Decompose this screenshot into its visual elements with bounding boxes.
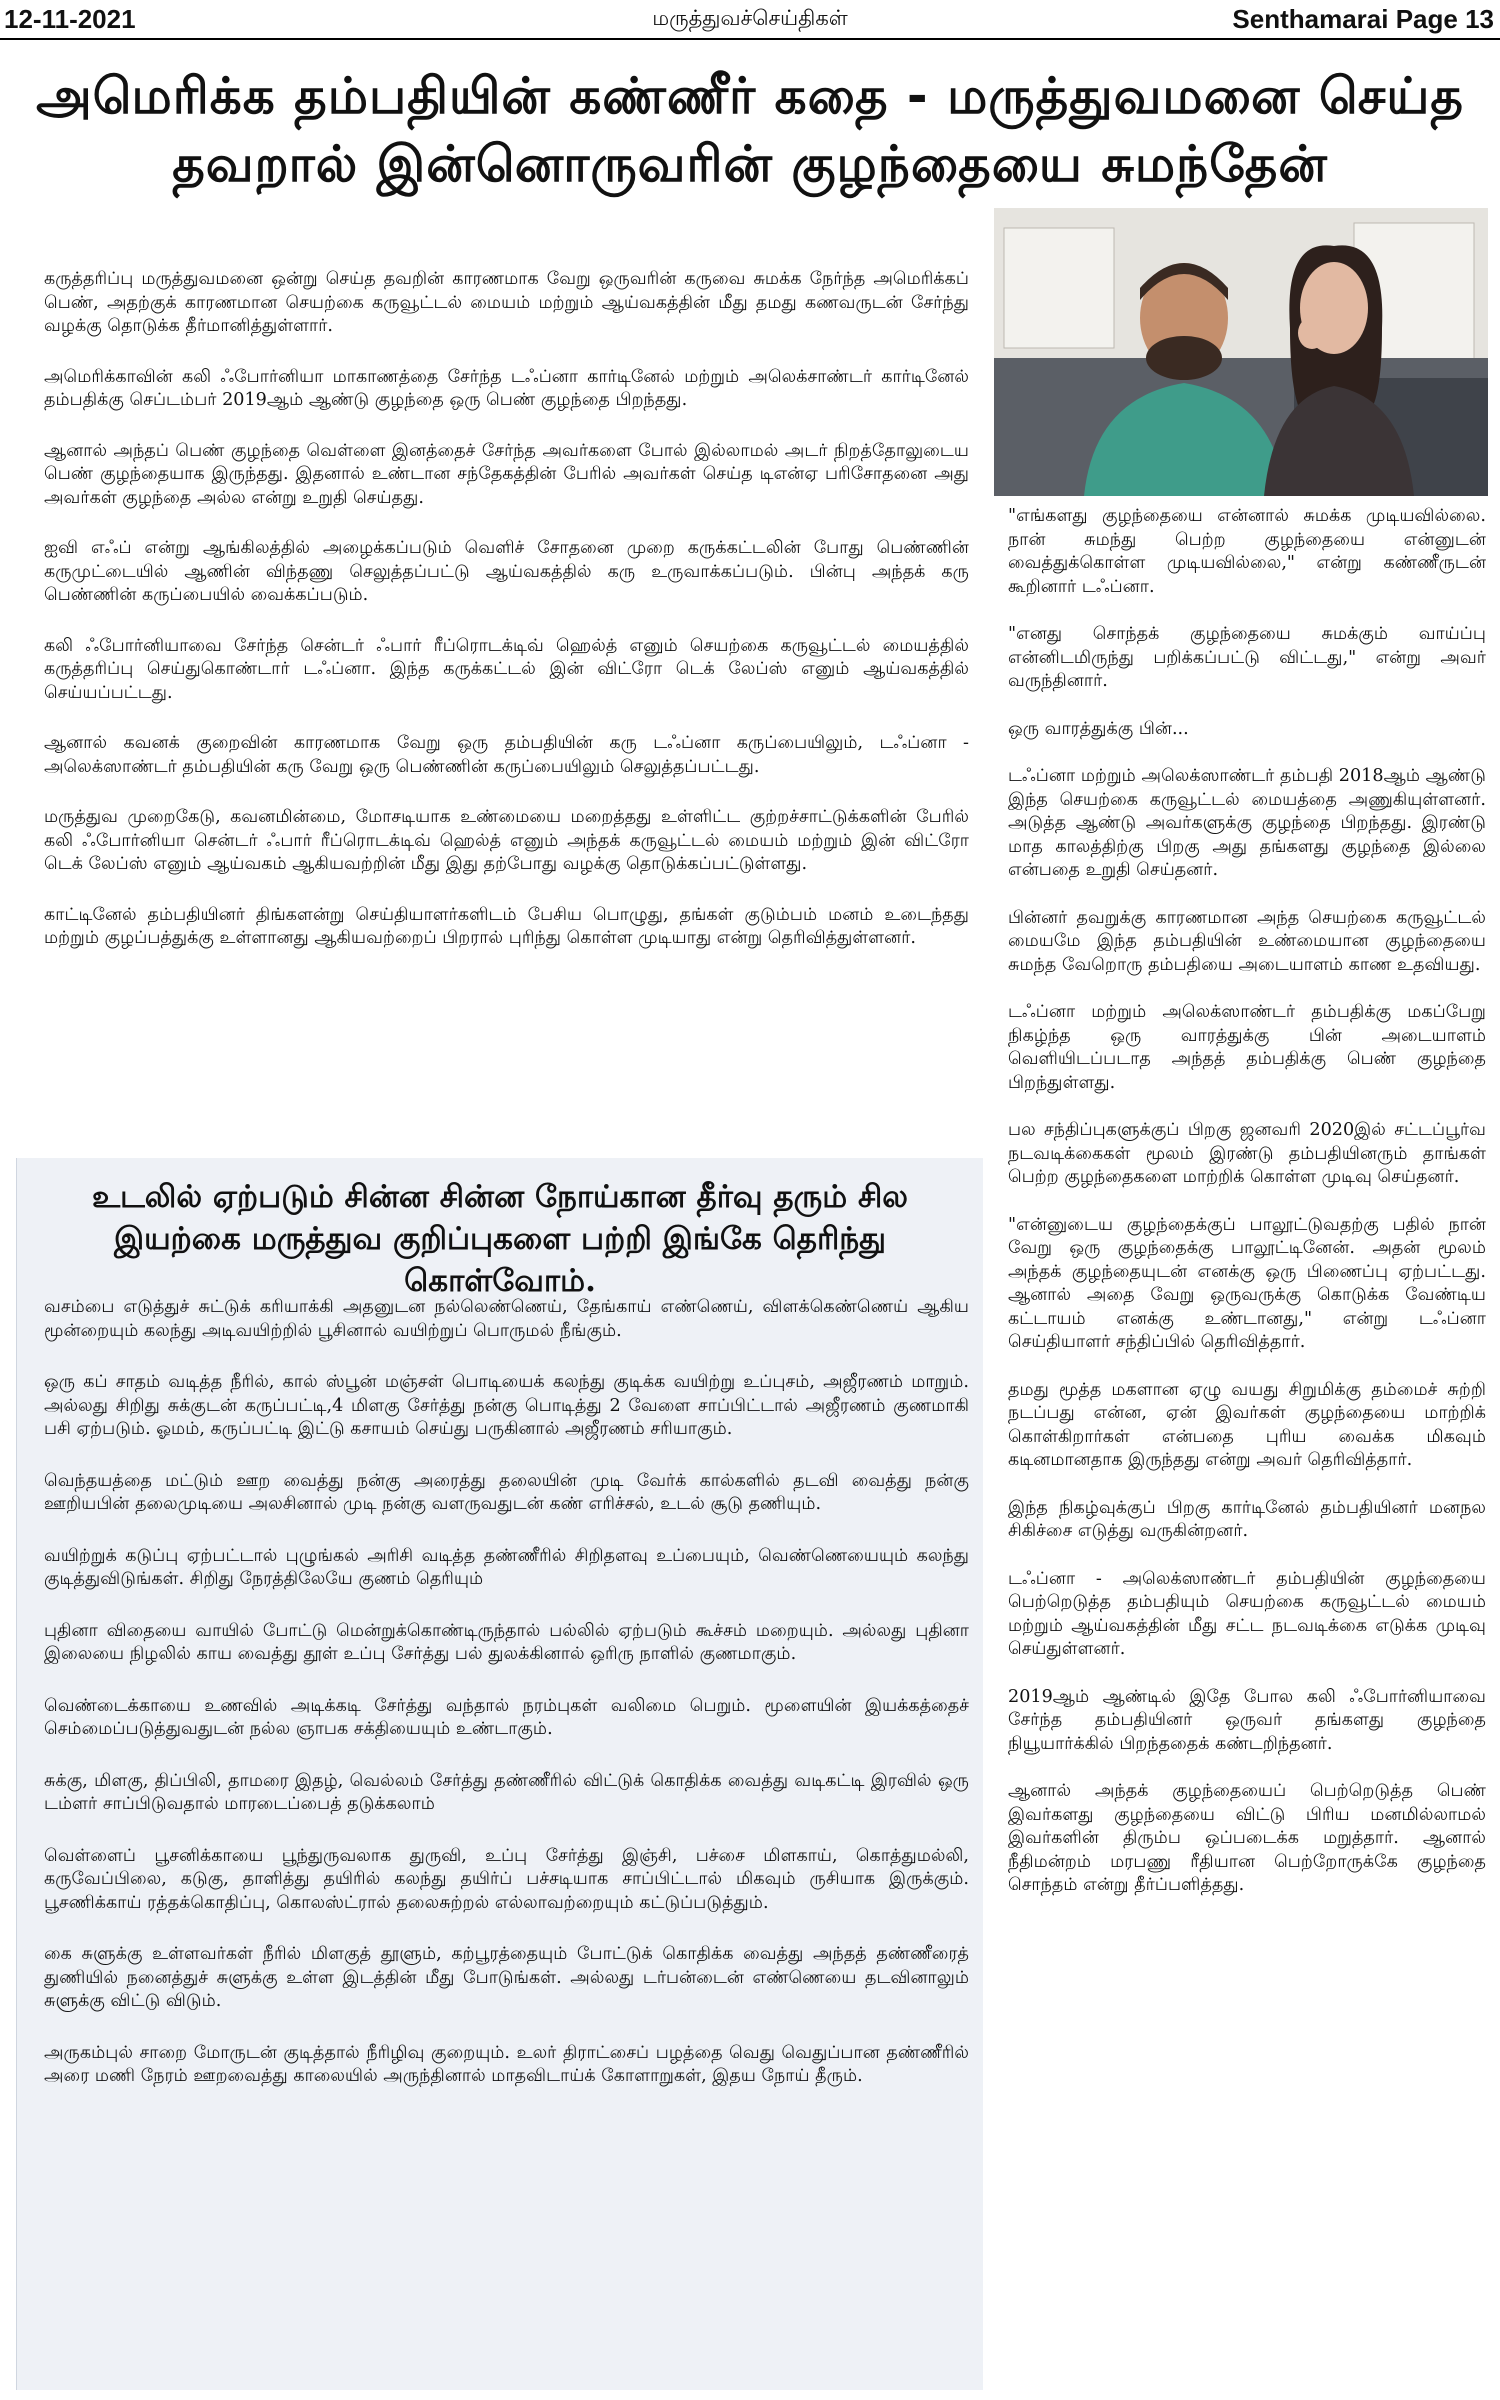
article-paragraph: கருத்தரிப்பு மருத்துவமனை ஒன்று செய்த தவறின் காரணமாக வேறு ஒருவரின் கருவை சுமக்க நேர்ந்த அமெரிக்கப் பெண், அதற்குக் காரணமான செயற்கை கருவூட்டல் மையம் மற்றும் ஆய்வகத்தின் மீது தமது கணவருடன் சேர்ந்து வழக்கு தொடுக்க தீர்மானித்துள்ளார். bbox=[44, 269, 969, 336]
remedies-body bbox=[44, 1296, 969, 2117]
article-paragraph: கலி ஃபோர்னியாவை சேர்ந்த சென்டர் ஃபார் ரீப்ரொடக்டிவ் ஹெல்த் எனும் செயற்கை கருவூட்டல் மையத்தில் கருத்தரிப்பு செய்துகொண்டார் டஃப்னா. இந்த கருக்கட்டல் இன் விட்ரோ டெக் லேப்ஸ் எனும் ஆய்வகத்தில் செய்யப்பட்டது. bbox=[44, 635, 969, 703]
article-paragraph: ஆனால் அந்தப் பெண் குழந்தை வெள்ளை இனத்தைச் சேர்ந்த அவர்களை போல் இல்லாமல் அடர் நிறத்தோலுடைய பெண் குழந்தையாக இருந்தது. இதனால் உண்டான சந்தேகத்தின் பேரில் அவர்கள் செய்த டிஎன்ஏ பரிசோதனை அது அவர்கள் குழந்தை அல்ல என்று உறுதி செய்தது. bbox=[44, 440, 969, 508]
article-paragraph: தமது மூத்த மகளான ஏழு வயது சிறுமிக்கு தம்மைச் சுற்றி நடப்பது என்ன, ஏன் இவர்கள் குழந்தையை மாற்றிக் கொள்கிறார்கள் என்பதை புரிய வைக்க மிகவும் கடினமானதாக இருந்தது என்று அவர் தெரிவித்தார். bbox=[1008, 1379, 1486, 1470]
headline-line-2: தவறால் இன்னொருவரின் குழந்தையை சுமந்தேன் bbox=[172, 135, 1328, 193]
remedies-title-line-2: இயற்கை மருத்துவ குறிப்புகளை பற்றி இங்கே தெரிந்து கொள்வோம். bbox=[113, 1221, 887, 1299]
article-paragraph: "எங்களது குழந்தையை என்னால் சுமக்க முடியவில்லை. நான் சுமந்து பெற்ற குழந்தையை என்னுடன் வைத்துக்கொள்ள முடியவில்லை," என்று கண்ணீருடன் கூறினார் டஃப்னா. bbox=[1008, 506, 1486, 597]
article-paragraph: டஃப்னா - அலெக்ஸாண்டர் தம்பதியின் குழந்தையை பெற்றெடுத்த தம்பதியும் செயற்கை கருவூட்டல் மையம் மற்றும் ஆய்வகத்தின் மீது சட்ட நடவடிக்கை எடுக்க முடிவு செய்துள்ளனர். bbox=[1008, 1568, 1486, 1659]
remedy-paragraph: அருகம்புல் சாறை மோருடன் குடித்தால் நீரிழிவு குறையும். உலர் திராட்சைப் பழத்தை வெது வெதுப்பான தண்ணீரில் அரை மணி நேரம் ஊறவைத்து காலையில் அருந்தினால் மாதவிடாய்க் கோளாறுகள், இதய நோய் தீரும். bbox=[44, 2042, 969, 2086]
article-paragraph: மருத்துவ முறைகேடு, கவனமின்மை, மோசடியாக உண்மையை மறைத்தது உள்ளிட்ட குற்றச்சாட்டுக்களின் பேரில் கலி ஃபோர்னியா சென்டர் ஃபார் ரீப்ரொடக்டிவ் ஹெல்த் எனும் அந்தக் கருவூட்டல் மையம் மற்றும் இன் விட்ரோ டெக் லேப்ஸ் எனும் ஆய்வகம் ஆகியவற்றின் மீது இது தற்போது வழக்கு தொடுக்கப்பட்டுள்ளது. bbox=[44, 807, 969, 874]
article-paragraph: காட்டினேல் தம்பதியினர் திங்களன்று செய்தியாளர்களிடம் பேசிய பொழுது, தங்கள் குடும்பம் மனம் உடைந்தது மற்றும் குழப்பத்துக்கு உள்ளானது ஆகியவற்றைப் பிறரால் புரிந்து கொள்ள முடியாது என்று தெரிவித்துள்ளனர். bbox=[44, 904, 969, 948]
article-paragraph: ஐவி எஃப் என்று ஆங்கிலத்தில் அழைக்கப்படும் வெளிச் சோதனை முறை கருக்கட்டலின் போது பெண்ணின் கருமுட்டையில் ஆணின் விந்தணு செலுத்தப்பட்டு ஆய்வகத்தில் கரு உருவாக்கப்படும். பின்பு அந்தக் கரு பெண்ணின் கருப்பையில் வைக்கப்படும். bbox=[44, 538, 969, 605]
article-body bbox=[44, 268, 969, 978]
remedies-title-line-1: உடலில் ஏற்படும் சின்ன சின்ன நோய்கான தீர்வு தரும் சில bbox=[91, 1179, 909, 1215]
article-paragraph: டஃப்னா மற்றும் அலெக்ஸாண்டர் தம்பதிக்கு மகப்பேறு நிகழ்ந்த ஒரு வாரத்துக்கு பின் அடையாளம் வெளியிடப்படாத அந்தத் தம்பதிக்கு பெண் குழந்தை பிறந்துள்ளது. bbox=[1008, 1002, 1486, 1093]
header-rule bbox=[0, 38, 1500, 40]
article-paragraph: "எனது சொந்தக் குழந்தையை சுமக்கும் வாய்ப்பு என்னிடமிருந்து பறிக்கப்பட்டு விட்டது," என்று அவர் வருந்தினார். bbox=[1008, 624, 1486, 691]
article-paragraph: பின்னர் தவறுக்கு காரணமான அந்த செயற்கை கருவூட்டல் மையமே இந்த தம்பதியின் உண்மையான குழந்தையை சுமந்த வேறொரு தம்பதியை அடையாளம் காண உதவியது. bbox=[1008, 907, 1486, 975]
remedy-paragraph: வெண்டைக்காயை உணவில் அடிக்கடி சேர்த்து வந்தால் நரம்புகள் வலிமை பெறும். மூளையின் இயக்கத்தைச் செம்மைப்படுத்துவதுடன் நல்ல ஞாபக சக்தியையும் உண்டாகும். bbox=[44, 1695, 969, 1739]
headline bbox=[30, 62, 1470, 198]
article-paragraph: டஃப்னா மற்றும் அலெக்ஸாண்டர் தம்பதி 2018ஆம் ஆண்டு இந்த செயற்கை கருவூட்டல் மையத்தை அணுகியுள்ளனர். அடுத்த ஆண்டு அவர்களுக்கு குழந்தை பிறந்தது. இரண்டு மாத காலத்திற்கு பிறகு அது தங்களது குழந்தை இல்லை என்பதை உறுதி செய்தனர். bbox=[1008, 766, 1486, 880]
remedy-paragraph: ஒரு கப் சாதம் வடித்த நீரில், கால் ஸ்பூன் மஞ்சள் பொடியைக் கலந்து குடிக்க வயிற்று உப்புசம், அஜீரணம் மாறும். அல்லது சிறிது சுக்குடன் கருப்பட்டி,4 மிளகு சேர்த்து நன்கு பொடித்து 2 வேளை சாப்பிட்டால் அஜீரணம் குணமாகி பசி ஏற்படும். ஓமம், கருப்பட்டி இட்டு கசாயம் செய்து பருகினால் அஜீரணம் சரியாகும். bbox=[44, 1372, 969, 1439]
article-right-column bbox=[1008, 505, 1486, 1922]
article-paragraph: ஆனால் அந்தக் குழந்தையைப் பெற்றெடுத்த பெண் இவர்களது குழந்தையை விட்டு பிரிய மனமில்லாமல் இவர்களின் திரும்ப ஒப்படைக்க மறுத்தார். ஆனால் நீதிமன்றம் மரபணு ரீதியான பெற்றோருக்கே குழந்தை சொந்தம் என்று தீர்ப்பளித்தது. bbox=[1008, 1781, 1486, 1895]
remedy-paragraph: வெள்ளைப் பூசனிக்காயை பூந்துருவலாக துருவி, உப்பு சேர்த்து இஞ்சி, பச்சை மிளகாய், கொத்துமல்லி, கருவேப்பிலை, கடுகு, தாளித்து தயிரில் கலந்து தயிர்ப் பச்சடியாக சாப்பிட்டால் மிகவும் ருசியாக இருக்கும். பூசணிக்காய் ரத்தக்கொதிப்பு, கொலஸ்ட்ரால் தலைசுற்றல் எல்லாவற்றையும் கட்டுப்படுத்தும். bbox=[44, 1845, 969, 1913]
remedy-paragraph: கை சுளுக்கு உள்ளவர்கள் நீரில் மிளகுத் தூளும், கற்பூரத்தையும் போட்டுக் கொதிக்க வைத்து அந்தத் தண்ணீரைத் துணியில் நனைத்துச் சுளுக்கு உள்ள இடத்தின் மீது போடுங்கள். அல்லது டர்பன்டைன் எண்ணெயை தடவினாலும் சுளுக்கு விட்டு விடும். bbox=[44, 1944, 969, 2011]
article-paragraph: இந்த நிகழ்வுக்குப் பிறகு கார்டினேல் தம்பதியினர் மனநல சிகிச்சை எடுத்து வருகின்றனர். bbox=[1008, 1497, 1486, 1541]
remedy-paragraph: சுக்கு, மிளகு, திப்பிலி, தாமரை இதழ், வெல்லம் சேர்த்து தண்ணீரில் விட்டுக் கொதிக்க வைத்து வடிகட்டி இரவில் ஒரு டம்ளர் சாப்பிடுவதால் மாரடைப்பைத் தடுக்கலாம் bbox=[44, 1770, 969, 1814]
remedy-paragraph: வசம்பை எடுத்துச் சுட்டுக் கரியாக்கி அதனுடன நல்லெண்ணெய், தேங்காய் எண்ணெய், விளக்கெண்ணெய் ஆகிய மூன்றையும் கலந்து அடிவயிற்றில் பூசினால் வயிற்றுப் பொருமல் நீங்கும். bbox=[44, 1297, 969, 1341]
issue-date: 12-11-2021 bbox=[4, 4, 136, 34]
couple-photo-illustration bbox=[994, 208, 1488, 496]
remedy-paragraph: வயிற்றுக் கடுப்பு ஏற்பட்டால் புழுங்கல் அரிசி வடித்த தண்ணீரில் சிறிதளவு உப்பையும், வெண்ணெயையும் கலந்து குடித்துவிடுங்கள். சிறிது நேரத்திலேயே குணம் தெரியும் bbox=[44, 1545, 969, 1589]
article-paragraph: பல சந்திப்புகளுக்குப் பிறகு ஜனவரி 2020இல் சட்டப்பூர்வ நடவடிக்கைகள் மூலம் இரண்டு தம்பதியினரும் தாங்கள் பெற்ற குழந்தைகளை மாற்றிக் கொள்ள முடிவு செய்தனர். bbox=[1008, 1120, 1486, 1187]
headline-line-1: அமெரிக்க தம்பதியின் கண்ணீர் கதை - மருத்துவமனை செய்த bbox=[36, 67, 1464, 125]
article-paragraph: 2019ஆம் ஆண்டில் இதே போல கலி ஃபோர்னியாவை சேர்ந்த தம்பதியினர் ஒருவர் தங்களது குழந்தை நியூயார்க்கில் பிறந்ததைக் கண்டறிந்தனர். bbox=[1008, 1686, 1486, 1754]
page-header bbox=[0, 0, 1500, 34]
remedy-paragraph: வெந்தயத்தை மட்டும் ஊற வைத்து நன்கு அரைத்து தலையின் முடி வேர்க் கால்களில் தடவி வைத்து நன்கு ஊறியபின் தலைமுடியை அலசினால் முடி நன்கு வளருவதுடன் கண் எரிச்சல், உடல் சூடு தணியும். bbox=[44, 1470, 969, 1514]
remedies-title bbox=[30, 1176, 970, 1302]
remedy-paragraph: புதினா விதையை வாயில் போட்டு மென்றுக்கொண்டிருந்தால் பல்லில் ஏற்படும் கூச்சம் மறையும். அல்லது புதினா இலையை நிழலில் காய வைத்து தூள் உப்பு சேர்த்து பல் துலக்கினால் ஒரிரு நாளில் குணமாகும். bbox=[44, 1620, 969, 1664]
section-name: மருத்துவச்செய்திகள் bbox=[652, 6, 848, 30]
article-paragraph: ஆனால் கவனக் குறைவின் காரணமாக வேறு ஒரு தம்பதியின் கரு டஃப்னா கருப்பையிலும், டஃப்னா - அலெக்ஸாண்டர் தம்பதியின் கரு வேறு ஒரு பெண்ணின் கருப்பையிலும் செலுத்தப்பட்டது. bbox=[44, 733, 969, 777]
couple-photo bbox=[994, 208, 1488, 496]
article-paragraph: அமெரிக்காவின் கலி ஃபோர்னியா மாகாணத்தை சேர்ந்த டஃப்னா கார்டினேல் மற்றும் அலெக்சாண்டர் கார்டினேல் தம்பதிக்கு செப்டம்பர் 2019ஆம் ஆண்டு குழந்தை ஒரு பெண் குழந்தை பிறந்தது. bbox=[44, 366, 969, 410]
article-paragraph: ஒரு வாரத்துக்கு பின்... bbox=[1008, 718, 1189, 739]
article-paragraph: "என்னுடைய குழந்தைக்குப் பாலூட்டுவதற்கு பதில் நான் வேறு ஒரு குழந்தைக்கு பாலூட்டினேன். அதன் மூலம் அந்தக் குழந்தையுடன் எனக்கு ஒரு பிணைப்பு ஏற்பட்டது. ஆனால் அதை வேறு ஒருவருக்கு கொடுக்க வேண்டிய கட்டாயம் எனக்கு உண்டானது," என்று டஃப்னா செய்தியாளர் சந்திப்பில் தெரிவித்தார். bbox=[1008, 1214, 1486, 1352]
publication-page: Senthamarai Page 13 bbox=[1232, 4, 1494, 34]
